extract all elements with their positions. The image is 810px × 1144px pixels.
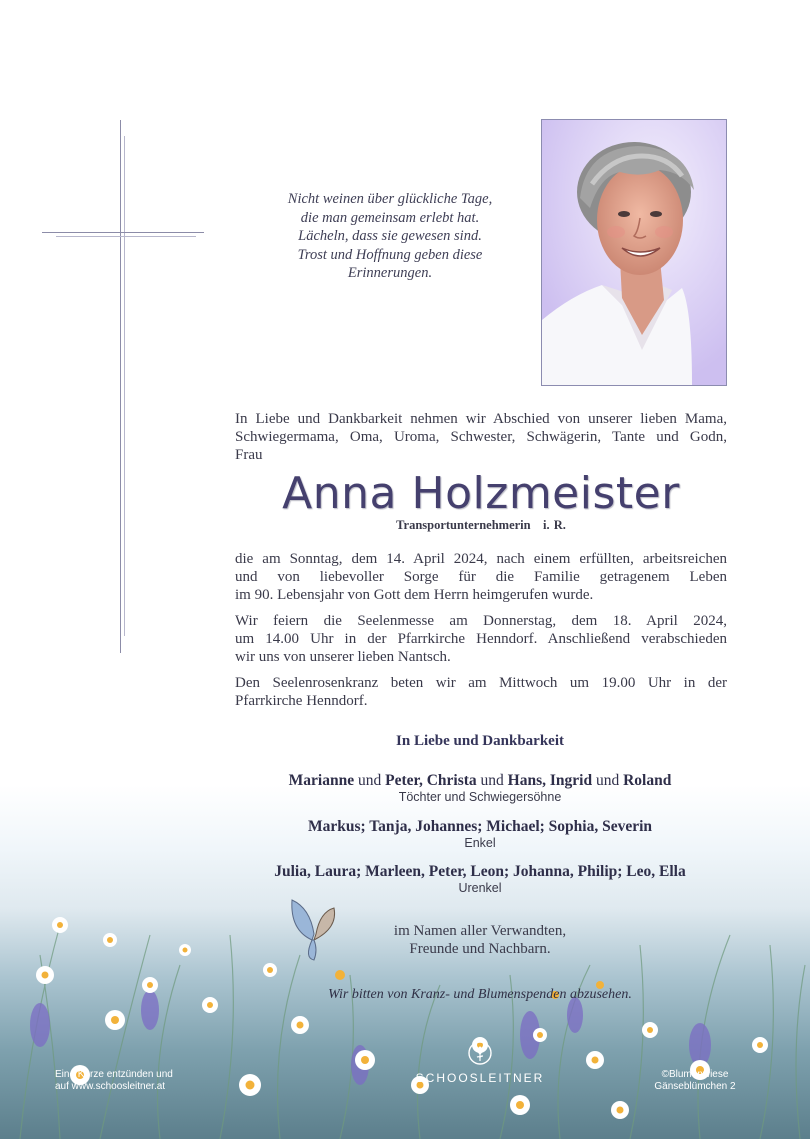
child-name: Roland: [623, 772, 672, 789]
relatives-line: im Namen aller Verwandten,: [393, 923, 567, 939]
children-names: [200, 772, 760, 790]
poem-line: Nicht weinen über glückliche Tage,: [287, 191, 493, 207]
relatives-text: [330, 922, 630, 958]
rosary-paragraph: [235, 674, 727, 710]
child-name: Hans, Ingrid: [507, 772, 593, 789]
grandchildren-relation: Enkel: [464, 836, 496, 850]
paragraph-line: Wir feiern die Seelenmesse am Donnerstag, dem 18. April 2024,: [235, 613, 727, 629]
portrait-photo: [541, 119, 727, 386]
rose-emblem-icon: [467, 1040, 493, 1066]
paragraph-line: Den Seelenrosenkranz beten wir am Mittwoch um 19.00 Uhr in der: [235, 675, 727, 691]
connector: und: [592, 772, 624, 789]
cross-horizontal: [42, 232, 204, 233]
death-notice-paragraph: [235, 550, 727, 604]
paragraph-line: Pfarrkirche Henndorf.: [235, 693, 368, 709]
footer-line: ©Blumenwiese: [661, 1069, 729, 1080]
portrait-illustration: [542, 120, 726, 385]
poem-line: Lächeln, dass sie gewesen sind.: [298, 228, 482, 244]
brand-logo: [405, 1040, 555, 1085]
intro-line: Schwiegermama, Oma, Uroma, Schwester, Schwägerin, Tante und Godn,: [235, 429, 727, 445]
poem-line: Erinnerungen.: [347, 265, 433, 281]
deceased-name: Anna Holzmeister: [282, 468, 680, 519]
children-relation: Töchter und Schwiegersöhne: [398, 790, 562, 804]
paragraph-line: wir uns von unserer lieben Nantsch.: [235, 649, 451, 665]
paragraph-line: im 90. Lebensjahr von Gott dem Herrn heimgerufen wurde.: [235, 587, 594, 603]
donation-request: Wir bitten von Kranz- und Blumenspenden abzusehen.: [328, 987, 632, 1002]
connector: und: [354, 772, 386, 789]
poem-line: die man gemeinsam erlebt hat.: [300, 209, 480, 226]
child-name: Marianne: [288, 772, 355, 789]
paragraph-line: um 14.00 Uhr in der Pfarrkirche Henndorf. Anschließend verabschieden: [235, 631, 727, 647]
cross-vertical-shadow: [124, 136, 125, 636]
footer-line: auf www.schoosleitner.at: [55, 1081, 166, 1092]
intro-text: [235, 410, 727, 464]
child-name: Peter, Christa: [385, 772, 477, 789]
butterfly: [292, 900, 335, 960]
connector: und: [476, 772, 508, 789]
paragraph-line: die am Sonntag, dem 14. April 2024, nach einem erfüllten, arbeitsreichen: [235, 551, 727, 567]
footer-line: Eine Kerze entzünden und: [55, 1069, 173, 1080]
image-credit: [620, 1069, 770, 1093]
intro-line: Frau: [235, 447, 263, 463]
brand-name: SCHOOSLEITNER: [415, 1071, 545, 1085]
cross-horizontal-shadow: [56, 236, 196, 237]
intro-line: In Liebe und Dankbarkeit nehmen wir Abschied von unserer lieben Mama,: [235, 411, 727, 427]
memorial-poem: [250, 190, 530, 283]
relatives-line: Freunde und Nachbarn.: [409, 941, 551, 957]
footer-line: Gänseblümchen 2: [654, 1081, 736, 1092]
poem-line: Trost und Hoffnung geben diese: [297, 246, 483, 263]
great-grandchildren-names: Julia, Laura; Marleen, Peter, Leon; Johanna, Philip; Leo, Ella: [274, 863, 686, 880]
closing-heading: In Liebe und Dankbarkeit: [396, 733, 564, 749]
candle-link-text[interactable]: [55, 1069, 205, 1093]
occupation: Transportunternehmerin i. R.: [396, 518, 566, 532]
mass-paragraph: [235, 612, 727, 666]
cross-vertical: [120, 120, 121, 653]
great-grandchildren-relation: Urenkel: [458, 881, 502, 895]
grandchildren-names: Markus; Tanja, Johannes; Michael; Sophia, Severin: [307, 818, 653, 835]
paragraph-line: und von liebevoller Sorge für die Familie getragenem Leben: [235, 569, 727, 585]
